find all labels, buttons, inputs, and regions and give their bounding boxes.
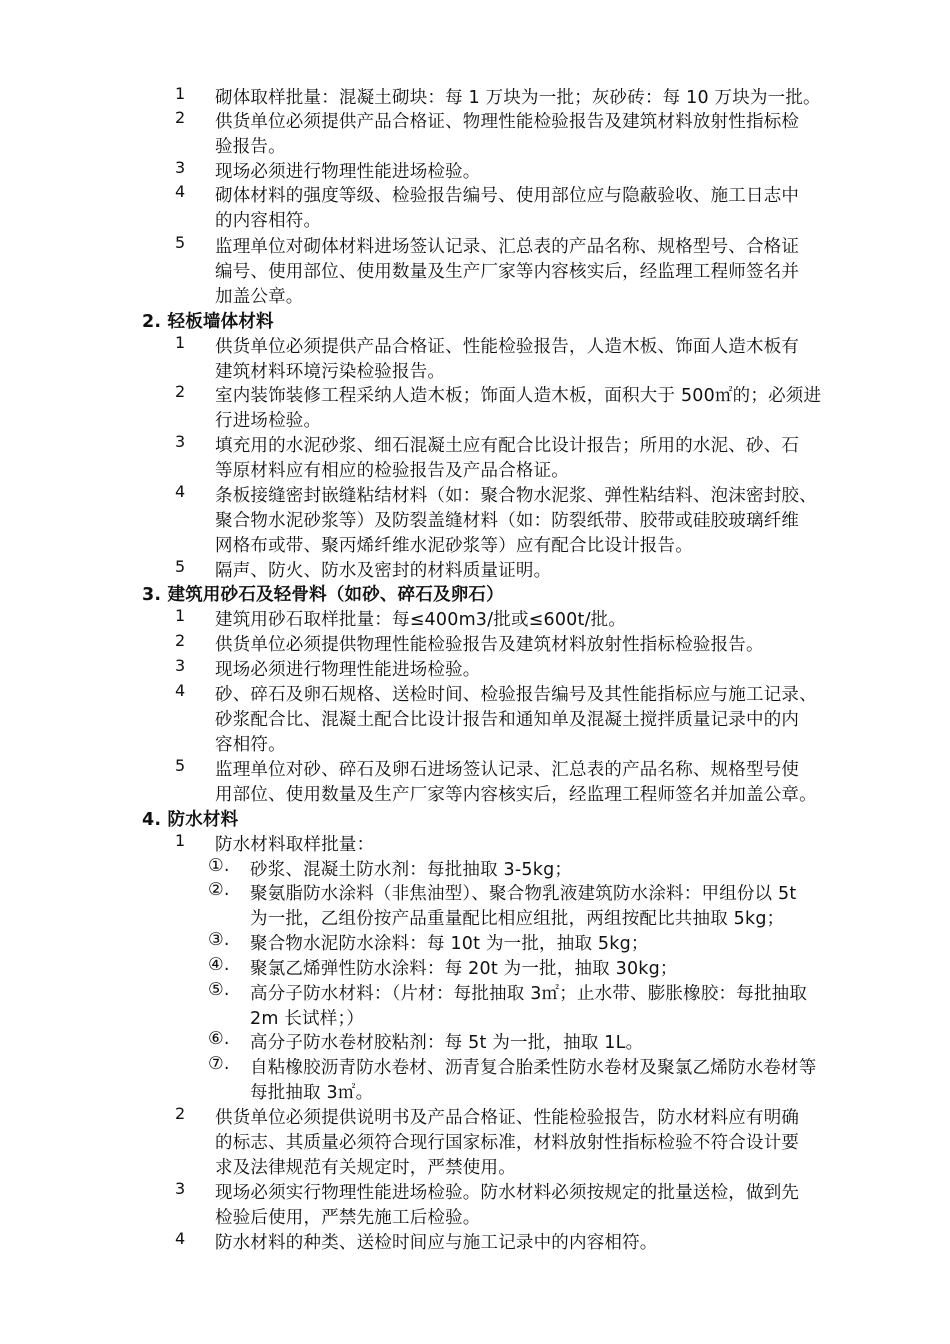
item-text-line: 用部位、使用数量及生产厂家等内容核实后，经监理工程师签名并加盖公章。 xyxy=(215,785,817,805)
sub-item-number: ②. xyxy=(208,880,230,900)
item-text-line: 建筑材料环境污染检验报告。 xyxy=(215,362,446,382)
item-text-line: 求及法律规范有关规定时，严禁使用。 xyxy=(215,1158,516,1178)
item-text-line: 供货单位必须提供产品合格证、物理性能检验报告及建筑材料放射性指标检 xyxy=(215,112,800,132)
item-number: 1 xyxy=(175,84,186,103)
sub-item-text-line: 每批抽取 3㎡。 xyxy=(250,1083,374,1103)
item-text-line: 网格布或带、聚丙烯纤维水泥砂浆等）应有配合比设计报告。 xyxy=(215,536,693,556)
item-text-line: 现场必须进行物理性能进场检验。 xyxy=(215,660,481,680)
item-text-line: 加盖公章。 xyxy=(215,287,304,307)
sub-item-number: ⑦. xyxy=(208,1054,230,1074)
item-number: 1 xyxy=(175,831,186,850)
item-number: 3 xyxy=(175,656,186,675)
item-number: 2 xyxy=(175,108,186,127)
sub-item-text-line: 聚合物水泥防水涂料：每 10t 为一批，抽取 5kg； xyxy=(250,934,649,954)
item-text-line: 监理单位对砌体材料进场签认记录、汇总表的产品名称、规格型号、合格证 xyxy=(215,237,800,257)
item-number: 5 xyxy=(175,233,186,252)
item-number: 5 xyxy=(175,756,186,775)
item-text-line: 现场必须进行物理性能进场检验。 xyxy=(215,162,481,182)
item-text-line: 现场必须实行物理性能进场检验。防水材料必须按规定的批量送检，做到先 xyxy=(215,1183,800,1203)
item-number: 3 xyxy=(175,158,186,177)
item-number: 4 xyxy=(175,1229,186,1248)
sub-item-number: ⑥. xyxy=(208,1029,230,1049)
item-number: 4 xyxy=(175,681,186,700)
sub-item-text-line: 自粘橡胶沥青防水卷材、沥青复合胎柔性防水卷材及聚氯乙烯防水卷材等 xyxy=(250,1058,817,1078)
sub-item-number: ①. xyxy=(208,856,230,876)
item-text-line: 防水材料的种类、送检时间应与施工记录中的内容相符。 xyxy=(215,1233,658,1253)
sub-item-text-line: 2m 长试样；） xyxy=(250,1009,365,1029)
item-number: 2 xyxy=(175,1104,186,1123)
item-text-line: 的内容相符。 xyxy=(215,211,322,231)
item-text-line: 砂、碎石及卵石规格、送检时间、检验报告编号及其性能指标应与施工记录、 xyxy=(215,685,817,705)
item-number: 4 xyxy=(175,482,186,501)
section-heading: 4. 防水材料 xyxy=(142,810,239,830)
item-number: 1 xyxy=(175,333,186,352)
sub-item-text-line: 高分子防水材料：（片材：每批抽取 3㎡；止水带、膨胀橡胶：每批抽取 xyxy=(250,984,808,1004)
item-text-line: 供货单位必须提供产品合格证、性能检验报告，人造木板、饰面人造木板有 xyxy=(215,337,800,357)
item-text-line: 等原材料应有相应的检验报告及产品合格证。 xyxy=(215,461,569,481)
item-number: 5 xyxy=(175,557,186,576)
sub-item-text-line: 砂浆、混凝土防水剂：每批抽取 3-5kg； xyxy=(250,860,573,880)
item-text-line: 供货单位必须提供说明书及产品合格证、性能检验报告，防水材料应有明确 xyxy=(215,1108,800,1128)
section-heading: 2. 轻板墙体材料 xyxy=(142,312,274,332)
item-text-line: 砌体取样批量：混凝土砌块：每 1 万块为一批；灰砂砖：每 10 万块为一批。 xyxy=(215,88,821,108)
sub-item-text-line: 聚氯乙烯弹性防水涂料：每 20t 为一批，抽取 30kg； xyxy=(250,959,678,979)
item-number: 4 xyxy=(175,182,186,201)
item-text-line: 验报告。 xyxy=(215,137,286,157)
item-text-line: 供货单位必须提供物理性能检验报告及建筑材料放射性指标检验报告。 xyxy=(215,635,764,655)
item-text-line: 容相符。 xyxy=(215,735,286,755)
item-text-line: 砌体材料的强度等级、检验报告编号、使用部位应与隐蔽验收、施工日志中 xyxy=(215,186,800,206)
section-heading: 3. 建筑用砂石及轻骨料（如砂、碎石及卵石） xyxy=(142,585,504,605)
item-text-line: 行进场检验。 xyxy=(215,411,322,431)
item-text-line: 编号、使用部位、使用数量及生产厂家等内容核实后，经监理工程师签名并 xyxy=(215,262,800,282)
item-text-line: 监理单位对砂、碎石及卵石进场签认记录、汇总表的产品名称、规格型号使 xyxy=(215,760,800,780)
item-number: 1 xyxy=(175,606,186,625)
item-text-line: 防水材料取样批量： xyxy=(215,835,375,855)
item-text-line: 隔声、防火、防水及密封的材料质量证明。 xyxy=(215,561,552,581)
sub-item-number: ⑤. xyxy=(208,980,230,1000)
item-number: 3 xyxy=(175,432,186,451)
item-text-line: 建筑用砂石取样批量：每≤400m3/批或≤600t/批。 xyxy=(215,610,627,630)
sub-item-text-line: 高分子防水卷材胶粘剂：每 5t 为一批，抽取 1L。 xyxy=(250,1033,644,1053)
item-number: 2 xyxy=(175,631,186,650)
item-text-line: 检验后使用，严禁先施工后检验。 xyxy=(215,1208,481,1228)
item-text-line: 填充用的水泥砂浆、细石混凝土应有配合比设计报告；所用的水泥、砂、石 xyxy=(215,436,800,456)
sub-item-text-line: 聚氨脂防水涂料（非焦油型）、聚合物乳液建筑防水涂料：甲组份以 5t xyxy=(250,884,797,904)
item-number: 2 xyxy=(175,382,186,401)
item-number: 3 xyxy=(175,1179,186,1198)
item-text-line: 条板接缝密封嵌缝粘结材料（如：聚合物水泥浆、弹性粘结料、泡沫密封胶、 xyxy=(215,486,817,506)
sub-item-number: ③. xyxy=(208,930,230,950)
item-text-line: 聚合物水泥砂浆等）及防裂盖缝材料（如：防裂纸带、胶带或硅胶玻璃纤维 xyxy=(215,511,800,531)
sub-item-text-line: 为一批，乙组份按产品重量配比相应组批，两组按配比共抽取 5kg； xyxy=(250,909,785,929)
item-text-line: 砂浆配合比、混凝土配合比设计报告和通知单及混凝土搅拌质量记录中的内 xyxy=(215,710,800,730)
item-text-line: 的标志、其质量必须符合现行国家标准，材料放射性指标检验不符合设计要 xyxy=(215,1133,800,1153)
sub-item-number: ④. xyxy=(208,955,230,975)
item-text-line: 室内装饰装修工程采纳人造木板；饰面人造木板，面积大于 500㎡的；必须进 xyxy=(215,386,822,406)
